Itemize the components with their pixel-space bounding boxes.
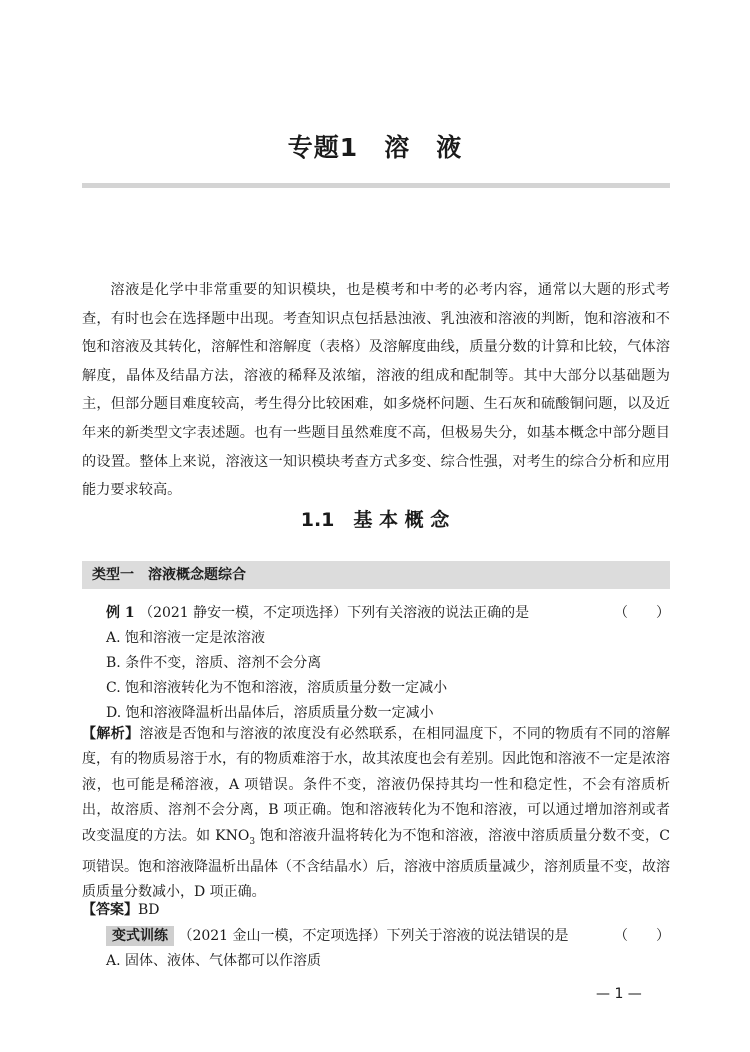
analysis-subscript: 3 [249,836,256,847]
option-d: D. 饱和溶液降温析出晶体后，溶质质量分数一定减小 [106,705,434,721]
title-divider [82,183,670,188]
option-b: B. 条件不变，溶质、溶剂不会分离 [106,655,322,671]
page-number: — 1 — [596,986,642,1002]
type-heading: 类型一 溶液概念题综合 [92,567,246,583]
example-stem: （2021 静安一模，不定项选择）下列有关溶液的说法正确的是 [139,605,530,621]
drill-tag: 变式训练 [106,926,174,946]
example-question [82,603,670,623]
analysis-text-1: 溶液是否饱和与溶液的浓度没有必然联系，在相同温度下，不同的物质有不同的溶解度，有的物质易溶于水，有的物质难溶于水，故其浓度也会有差别。因此饱和溶液不一定是浓溶液，也可能是稀溶液，A 项错误。条件不变，溶液仍保持其均一性和稳定性，不会有溶质析出，故溶质、溶剂不会分离，B 项正确。饱和溶液转化为不饱和溶液，可以通过增加溶剂或者改变温度的方法。如 KNO [82,726,671,844]
intro-paragraph: 溶液是化学中非常重要的知识模块，也是模考和中考的必考内容，通常以大题的形式考查，有时也会在选择题中出现。考查知识点包括悬浊液、乳浊液和溶液的判断，饱和溶液和不饱和溶液及其转化，溶解性和溶解度（表格）及溶解度曲线，质量分数的计算和比较，气体溶解度，晶体及结晶方法，溶液的稀释及浓缩，溶液的组成和配制等。其中大部分以基础题为主，但部分题目难度较高，考生得分比较困难，如多烧杯问题、生石灰和硫酸铜问题，以及近年来的新类型文字表述题。也有一些题目虽然难度不高，但极易失分，如基本概念中部分题目的设置。整体上来说，溶液这一知识模块考查方式多变、综合性强，对考生的综合分析和应用能力要求较高。 [82,282,670,499]
analysis-paragraph [82,722,670,906]
analysis-text-2: 饱和溶液升温将转化为不饱和溶液，溶液中溶质质量分数不变，C 项错误。饱和溶液降温析出晶体（不含结晶水）后，溶液中溶质质量减少，溶剂质量不变，故溶质质量分数减小，D 项正确。 [82,827,670,901]
option-c: C. 饱和溶液转化为不饱和溶液，溶质质量分数一定减小 [106,680,448,696]
answer-value: BD [138,902,160,918]
drill-question [106,926,670,946]
section-title: 1.1 基 本 概 念 [300,509,450,531]
chapter-title: 专题1 溶 液 [287,133,463,162]
answer-bracket: （ ） [614,605,670,621]
example-label: 例 1 [106,605,135,621]
drill-option-a: A. 固体、液体、气体都可以作溶质 [106,953,322,969]
drill-stem: （2021 金山一模，不定项选择）下列关于溶液的说法错误的是 [178,928,569,944]
analysis-tag: 【解析】 [82,726,140,742]
option-a: A. 饱和溶液一定是浓溶液 [106,630,266,646]
answer-tag: 【答案】 [82,902,138,918]
drill-bracket: （ ） [614,928,670,944]
type-heading-bar [82,561,670,589]
answer-line [82,900,160,920]
